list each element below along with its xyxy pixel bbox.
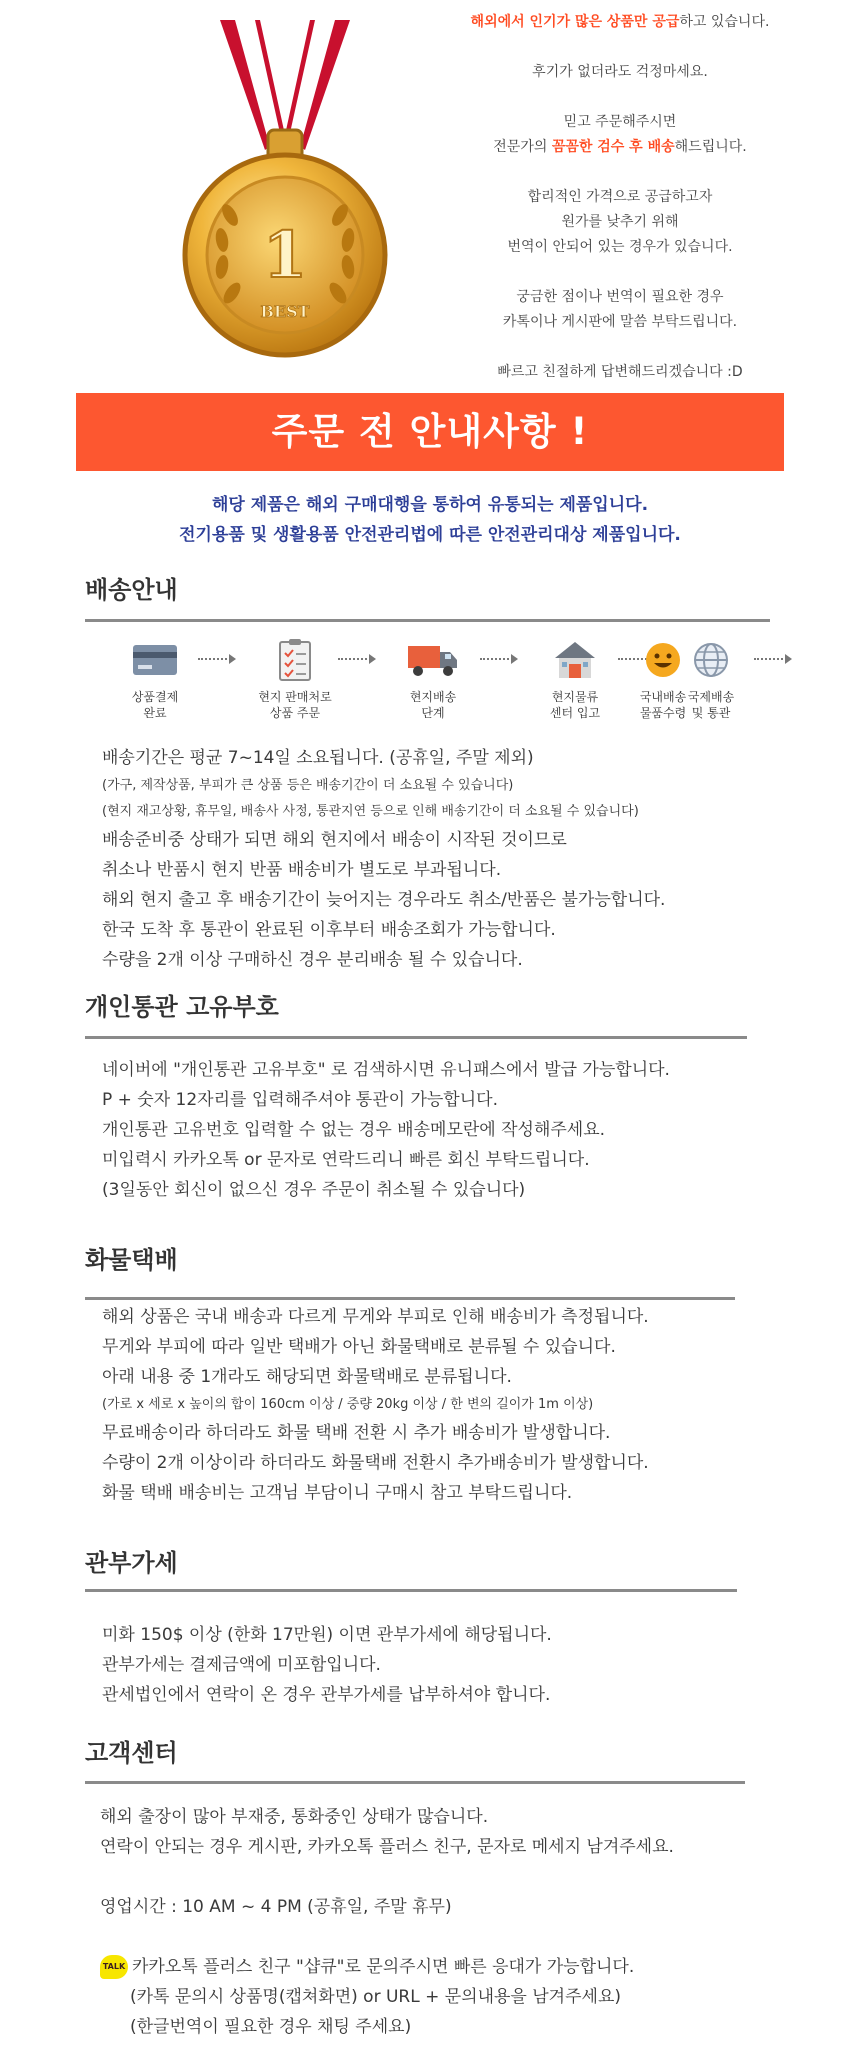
- section-divider: [85, 1297, 735, 1300]
- truck-icon: [407, 642, 459, 678]
- body-note: (가구, 제작상품, 부피가 큰 상품 등은 배송기간이 더 소요될 수 있습니다): [102, 778, 514, 793]
- kakao-sub: (카톡 문의시 상품명(캡쳐화면) or URL + 문의내용을 남겨주세요): [130, 1987, 621, 2007]
- flow-arrow: [480, 658, 516, 660]
- flow-arrow: [754, 658, 790, 660]
- body-line: 네이버에 "개인통관 고유부호" 로 검색하시면 유니패스에서 발급 가능합니다.: [102, 1060, 670, 1080]
- best-medal-icon: [160, 15, 410, 360]
- kakao-line: [100, 1952, 674, 1982]
- intro-line: 믿고 주문해주시면: [563, 114, 677, 130]
- body-line: 아래 내용 중 1개라도 해당되면 화물택배로 분류됩니다.: [102, 1367, 512, 1387]
- tax-title: 관부가세: [85, 1549, 178, 1577]
- shipping-title: 배송안내: [85, 576, 178, 604]
- section-divider: [85, 1781, 745, 1784]
- intro-line: 합리적인 가격으로 공급하고자: [527, 189, 713, 205]
- card-icon: [132, 643, 178, 677]
- medal-number: 1: [262, 218, 308, 293]
- body-line: 무게와 부피에 따라 일반 택배가 아닌 화물택배로 분류될 수 있습니다.: [102, 1337, 616, 1357]
- body-line: 미입력시 카카오톡 or 문자로 연락드리니 빠른 회신 부탁드립니다.: [102, 1150, 590, 1170]
- body-line: 수량을 2개 이상 구매하신 경우 분리배송 될 수 있습니다.: [102, 950, 523, 970]
- cs-title: 고객센터: [85, 1739, 178, 1767]
- intro-highlight: 꼼꼼한 검수 후 배송: [551, 139, 675, 155]
- notice-line: 전기용품 및 생활용품 안전관리법에 따른 안전관리대상 제품입니다.: [179, 525, 681, 545]
- kakao-text: 카카오톡 플러스 친구 "샵큐"로 문의주시면 빠른 응대가 가능합니다.: [132, 1957, 635, 1977]
- step-label: 국제배송: [687, 690, 735, 704]
- intro-line: 궁금한 점이나 번역이 필요한 경우: [516, 289, 724, 305]
- body-line: 한국 도착 후 통관이 완료된 이후부터 배송조회가 가능합니다.: [102, 920, 556, 940]
- body-line: 개인통관 고유번호 입력할 수 없는 경우 배송메모란에 작성해주세요.: [102, 1120, 606, 1140]
- kakao-sub: (한글번역이 필요한 경우 채팅 주세요): [130, 2017, 412, 2037]
- freight-body: [102, 1302, 649, 1508]
- flow-arrow: [198, 658, 234, 660]
- body-line: 무료배송이라 하더라도 화물 택배 전환 시 추가 배송비가 발생합니다.: [102, 1423, 611, 1443]
- intro-line: 번역이 안되어 있는 경우가 있습니다.: [507, 239, 733, 255]
- intro-line: [400, 10, 840, 35]
- step-label: 상품 주문: [269, 706, 321, 720]
- flow-step: [240, 635, 350, 721]
- business-hours: 영업시간 : 10 AM ~ 4 PM (공휴일, 주말 휴무): [100, 1897, 452, 1917]
- intro-line: 원가를 낮추기 위해: [561, 214, 679, 230]
- kakaotalk-icon: TALK: [100, 1955, 128, 1979]
- step-label: 물품수령: [639, 706, 687, 720]
- step-label: 및 통관: [691, 706, 731, 720]
- notice-line: 해당 제품은 해외 구매대행을 통하여 유통되는 제품입니다.: [211, 495, 649, 515]
- body-line: 해외 현지 출고 후 배송기간이 늦어지는 경우라도 취소/반품은 불가능합니다.: [102, 890, 666, 910]
- intro-highlight: 해외에서 인기가 많은 상품만 공급: [470, 14, 680, 30]
- body-note: (현지 재고상황, 휴무일, 배송사 사정, 통관지연 등으로 인해 배송기간이 더 소요될 수 있습니다): [102, 804, 639, 819]
- customs-id-body: [102, 1055, 670, 1205]
- step-label: 완료: [143, 706, 167, 720]
- step-label: 현지물류: [551, 690, 599, 704]
- section-divider: [85, 1036, 747, 1039]
- body-line: P + 숫자 12자리를 입력해주셔야 통관이 가능합니다.: [102, 1090, 498, 1110]
- body-line: (3일동안 회신이 없으신 경우 주문이 취소될 수 있습니다): [102, 1180, 526, 1200]
- intro-line: 카톡이나 게시판에 말씀 부탁드립니다.: [502, 314, 738, 330]
- body-line: 관세법인에서 연락이 온 경우 관부가세를 납부하셔야 합니다.: [102, 1685, 551, 1705]
- body-line: 관부가세는 결제금액에 미포함입니다.: [102, 1655, 381, 1675]
- section-divider: [85, 619, 770, 622]
- step-label: 현지배송: [409, 690, 457, 704]
- tax-body: [102, 1620, 552, 1710]
- body-line: 화물 택배 배송비는 고객님 부담이니 구매시 참고 부탁드립니다.: [102, 1483, 573, 1503]
- intro-text: [400, 10, 840, 385]
- warehouse-icon: [553, 640, 597, 680]
- shipping-body: [102, 743, 665, 975]
- flow-step: [378, 635, 488, 721]
- flow-arrow: [338, 658, 374, 660]
- cs-body: [100, 1802, 674, 2042]
- notice-banner: 주문 전 안내사항 !: [76, 393, 784, 471]
- body-line: 취소나 반품시 현지 반품 배송비가 별도로 부과됩니다.: [102, 860, 502, 880]
- flow-step: [608, 635, 718, 721]
- medal-word: BEST: [260, 302, 310, 321]
- step-label: 현지 판매처로: [258, 690, 332, 704]
- body-line: 연락이 안되는 경우 게시판, 카카오톡 플러스 친구, 문자로 메세지 남겨주세요.: [100, 1837, 674, 1857]
- intro-text-part: 전문가의: [493, 139, 552, 155]
- customs-id-title: 개인통관 고유부호: [85, 993, 279, 1021]
- flow-step: [100, 635, 210, 721]
- body-line: 해외 출장이 많아 부재중, 통화중인 상태가 많습니다.: [100, 1807, 489, 1827]
- step-label: 상품결제: [131, 690, 179, 704]
- body-line: 해외 상품은 국내 배송과 다르게 무게와 부피로 인해 배송비가 측정됩니다.: [102, 1307, 649, 1327]
- intro-line: 후기가 없더라도 걱정마세요.: [532, 64, 708, 80]
- body-line: 배송준비중 상태가 되면 해외 현지에서 배송이 시작된 것이므로: [102, 830, 567, 850]
- step-label: 국내배송: [639, 690, 687, 704]
- smiley-icon: [644, 641, 682, 679]
- product-notice: [60, 490, 800, 550]
- section-divider: [85, 1589, 737, 1592]
- body-line: 배송기간은 평균 7~14일 소요됩니다. (공휴일, 주말 제외): [102, 748, 534, 768]
- step-label: 단계: [421, 706, 445, 720]
- body-line: 수량이 2개 이상이라 하더라도 화물택배 전환시 추가배송비가 발생합니다.: [102, 1453, 649, 1473]
- body-line: 미화 150$ 이상 (한화 17만원) 이면 관부가세에 해당됩니다.: [102, 1625, 552, 1645]
- intro-line: 빠르고 친절하게 답변해드리겠습니다 :D: [497, 364, 743, 380]
- intro-text-part: 하고 있습니다.: [679, 14, 770, 30]
- checklist-icon: [278, 638, 312, 682]
- intro-line: [400, 135, 840, 160]
- intro-text-part: 해드립니다.: [674, 139, 747, 155]
- freight-title: 화물택배: [85, 1246, 178, 1274]
- step-label: 센터 입고: [549, 706, 601, 720]
- body-note: (가로 x 세로 x 높이의 합이 160cm 이상 / 중량 20kg 이상 / 한 변의 길이가 1m 이상): [102, 1397, 594, 1412]
